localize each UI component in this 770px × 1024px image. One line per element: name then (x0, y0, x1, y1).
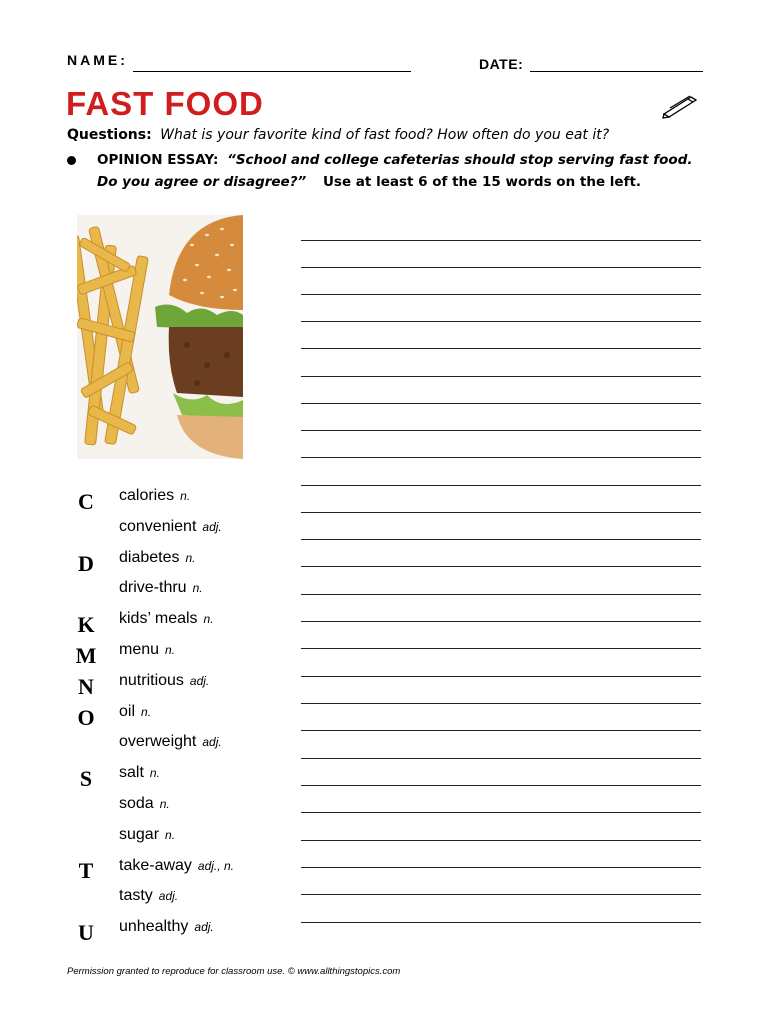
essay-instruction: Use at least 6 of the 15 words on the left. (322, 174, 642, 190)
writing-line[interactable] (301, 812, 701, 813)
essay-line-2 (97, 174, 641, 190)
writing-line[interactable] (301, 894, 701, 895)
writing-line[interactable] (301, 294, 701, 295)
page-title: FAST FOOD (66, 85, 264, 122)
letter-c: C (78, 489, 94, 514)
writing-line[interactable] (301, 840, 701, 841)
writing-line[interactable] (301, 267, 701, 268)
writing-line[interactable] (301, 240, 701, 241)
essay-prompt-1: “School and college cafeterias should stop serving fast food. (227, 152, 693, 168)
essay-prompt-2: Do you agree or disagree?” (97, 174, 307, 190)
vocab-item: overweight adj. (119, 733, 222, 750)
writing-line[interactable] (301, 348, 701, 349)
writing-line[interactable] (301, 512, 701, 513)
pencil-icon (660, 90, 700, 120)
writing-line[interactable] (301, 730, 701, 731)
date-label: DATE: (479, 56, 524, 72)
vocab-item: unhealthy adj. (119, 918, 214, 935)
writing-line[interactable] (301, 676, 701, 677)
writing-line[interactable] (301, 485, 701, 486)
letter-o: O (77, 705, 95, 730)
writing-line[interactable] (301, 648, 701, 649)
writing-line[interactable] (301, 621, 701, 622)
letter-m: M (75, 643, 97, 668)
vocab-item: menu n. (119, 641, 176, 658)
writing-line[interactable] (301, 321, 701, 322)
footer-text: Permission granted to reproduce for classroom use. © www.allthingstopics.com (67, 966, 401, 977)
name-label: NAME: (67, 52, 128, 68)
writing-line[interactable] (301, 430, 701, 431)
writing-line[interactable] (301, 457, 701, 458)
vocab-item: calories n. (119, 487, 191, 504)
writing-line[interactable] (301, 867, 701, 868)
vocab-item: diabetes n. (119, 549, 196, 566)
writing-line[interactable] (301, 758, 701, 759)
vocab-item: oil n. (119, 703, 152, 720)
letter-u: U (78, 920, 94, 945)
vocab-item: soda n. (119, 795, 170, 812)
vocab-item: nutritious adj. (119, 672, 210, 689)
vocab-item: salt n. (119, 764, 160, 781)
questions-text: What is your favorite kind of fast food? How often do you eat it? (160, 127, 610, 143)
letter-s: S (79, 766, 93, 791)
essay-line-1 (97, 152, 693, 168)
bullet-dot (67, 156, 76, 165)
vocab-item: drive-thru n. (119, 579, 203, 596)
writing-line[interactable] (301, 539, 701, 540)
vocab-item: sugar n. (119, 826, 176, 843)
vocab-item: convenient adj. (119, 518, 222, 535)
letter-d: D (78, 551, 94, 576)
writing-line[interactable] (301, 594, 701, 595)
hamburger-fries-photo (77, 215, 243, 459)
vocab-item: tasty adj. (119, 887, 179, 904)
letter-t: T (78, 858, 94, 883)
writing-line[interactable] (301, 376, 701, 377)
questions-line (67, 127, 609, 143)
essay-label: OPINION ESSAY: (97, 152, 219, 168)
letter-k: K (77, 612, 95, 637)
name-field[interactable] (133, 71, 411, 72)
date-field[interactable] (530, 71, 703, 72)
writing-line[interactable] (301, 403, 701, 404)
questions-label: Questions: (67, 127, 152, 143)
writing-line[interactable] (301, 785, 701, 786)
vocab-item: take-away adj., n. (119, 857, 234, 874)
vocab-item: kids’ meals n. (119, 610, 214, 627)
writing-line[interactable] (301, 922, 701, 923)
writing-line[interactable] (301, 703, 701, 704)
letter-n: N (78, 674, 94, 699)
writing-line[interactable] (301, 566, 701, 567)
